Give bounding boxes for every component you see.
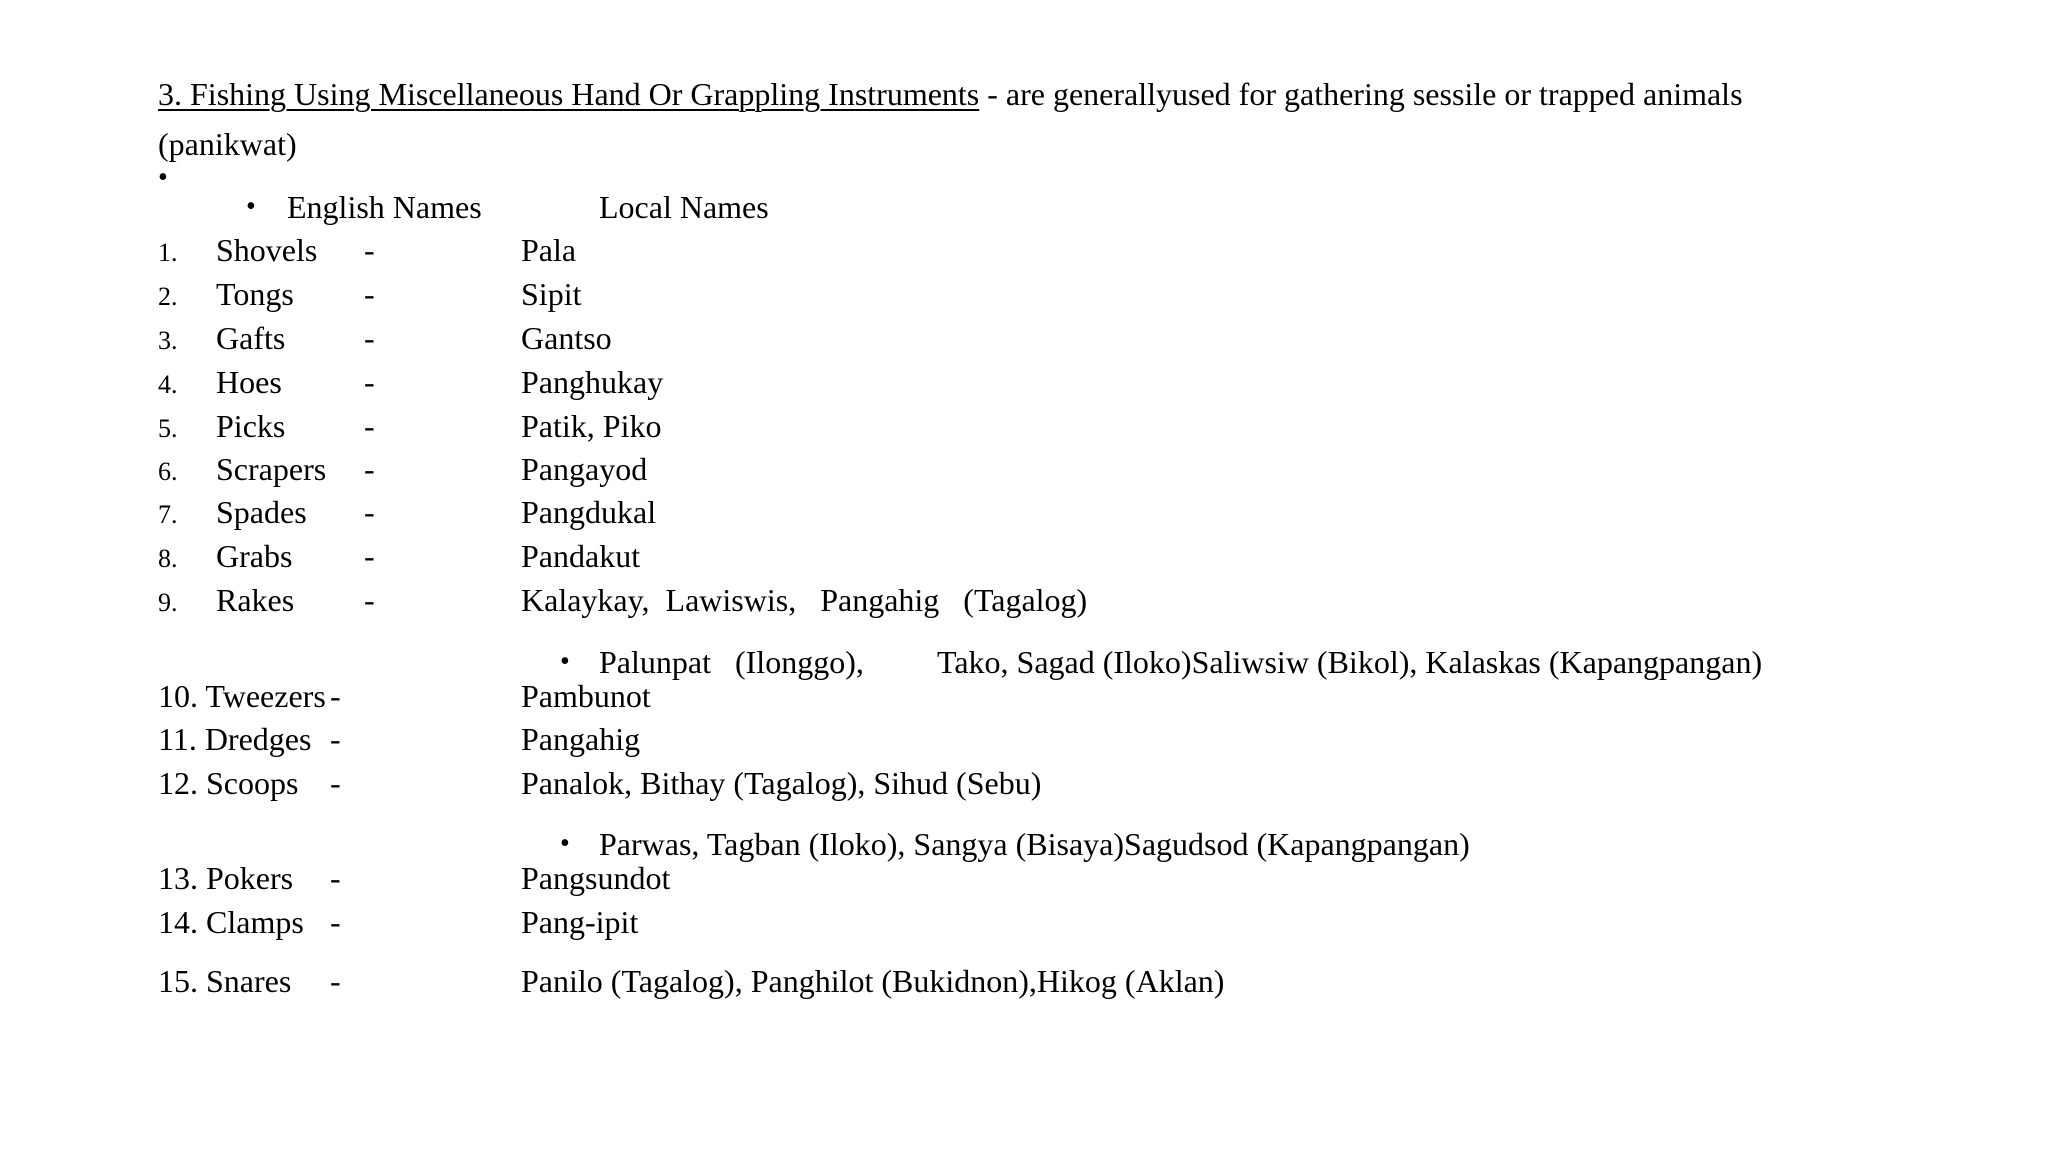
- list-item-dash: -: [364, 232, 375, 268]
- list-item-dash: -: [330, 678, 341, 714]
- list-item-english: Picks: [216, 408, 286, 444]
- heading-rest: - are generallyused for gathering sessile or trapped animals: [979, 76, 1743, 112]
- list-item-dash: -: [364, 364, 375, 400]
- list-item-local: Panilo (Tagalog), Panghilot (Bukidnon),Hikog (Aklan): [521, 963, 1225, 999]
- list-item-english: 12. Scoops: [158, 765, 299, 801]
- list-item-english: Scrapers: [216, 451, 327, 487]
- list-item-local: Pangsundot: [521, 860, 671, 896]
- list-item-english: Gafts: [216, 320, 286, 356]
- column-header-bullet: •: [246, 191, 256, 222]
- note-bullet: •: [560, 828, 570, 859]
- list-item-dash: -: [330, 904, 341, 940]
- list-item-dash: -: [330, 963, 341, 999]
- column-header-english: English Names: [287, 189, 482, 225]
- list-item-number: 5.: [158, 414, 178, 443]
- lone-bullet: •: [158, 162, 168, 193]
- list-item-local: Panghukay: [521, 364, 664, 400]
- list-item-english: Hoes: [216, 364, 282, 400]
- list-item-number: 1.: [158, 238, 178, 267]
- list-item-number: 7.: [158, 500, 178, 529]
- list-item-number: 3.: [158, 326, 178, 355]
- list-item-dash: -: [330, 721, 341, 757]
- note-text-part-2: Tako, Sagad (Iloko)Saliwsiw (Bikol), Kalaskas (Kapangpangan): [937, 644, 1763, 680]
- list-item-dash: -: [364, 320, 375, 356]
- note-text-part-1: Palunpat (Ilonggo),: [599, 644, 864, 680]
- list-item-local: Patik, Piko: [521, 408, 662, 444]
- list-item-english: 14. Clamps: [158, 904, 304, 940]
- list-item-english: 11. Dredges: [158, 721, 312, 757]
- list-item-number: 4.: [158, 370, 178, 399]
- list-item-english: 13. Pokers: [158, 860, 294, 896]
- list-item-number: 6.: [158, 457, 178, 486]
- list-item-number: 2.: [158, 282, 178, 311]
- list-item-english: Tongs: [216, 276, 294, 312]
- list-item-dash: -: [364, 494, 375, 530]
- list-item-dash: -: [330, 765, 341, 801]
- list-item-english: 10. Tweezers: [158, 678, 326, 714]
- note-text: Parwas, Tagban (Iloko), Sangya (Bisaya)Sagudsod (Kapangpangan): [599, 826, 1470, 862]
- list-item-dash: -: [364, 582, 375, 618]
- list-item-local: Pang-ipit: [521, 904, 639, 940]
- heading-title: 3. Fishing Using Miscellaneous Hand Or Grappling Instruments: [158, 76, 980, 112]
- list-item-english: Rakes: [216, 582, 295, 618]
- list-item-english: Shovels: [216, 232, 318, 268]
- list-item-local: Pangahig: [521, 721, 641, 757]
- list-item-local: Pala: [521, 232, 577, 268]
- list-item-number: 8.: [158, 544, 178, 573]
- list-item-english: Grabs: [216, 538, 293, 574]
- note-bullet: •: [560, 646, 570, 677]
- list-item-dash: -: [364, 276, 375, 312]
- list-item-dash: -: [330, 860, 341, 896]
- list-item-local: Kalaykay, Lawiswis, Pangahig (Tagalog): [521, 582, 1088, 618]
- list-item-local: Panalok, Bithay (Tagalog), Sihud (Sebu): [521, 765, 1042, 801]
- list-item-english: 15. Snares: [158, 963, 292, 999]
- list-item-english: Spades: [216, 494, 307, 530]
- list-item-local: Sipit: [521, 276, 582, 312]
- list-item-local: Pangayod: [521, 451, 648, 487]
- heading-line-2: (panikwat): [158, 126, 297, 162]
- list-item-dash: -: [364, 451, 375, 487]
- list-item-local: Pangdukal: [521, 494, 657, 530]
- heading-line-1: [158, 78, 1743, 110]
- list-item-dash: -: [364, 538, 375, 574]
- list-item-local: Pambunot: [521, 678, 651, 714]
- list-item-number: 9.: [158, 588, 178, 617]
- list-item-local: Pandakut: [521, 538, 641, 574]
- list-item-local: Gantso: [521, 320, 612, 356]
- list-item-dash: -: [364, 408, 375, 444]
- column-header-local: Local Names: [599, 189, 769, 225]
